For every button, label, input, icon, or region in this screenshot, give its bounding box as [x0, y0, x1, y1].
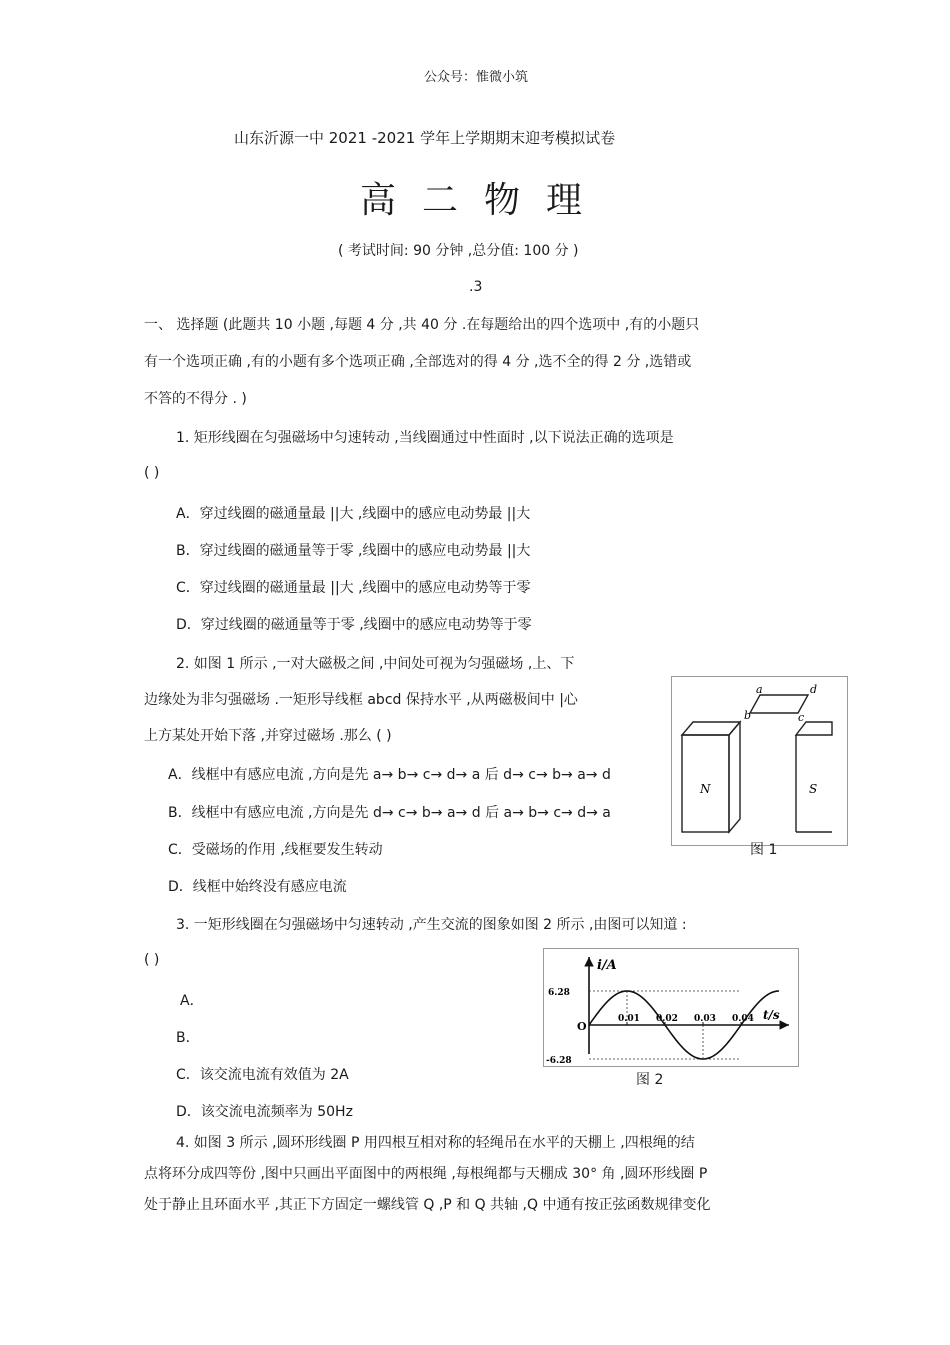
q2-stem-line: 边缘处为非匀强磁场 .一矩形导线框 abcd 保持水平 ,从两磁极间中 |心	[144, 692, 578, 708]
figure-2-chart	[543, 948, 799, 1067]
q3-option-c: C．该交流电流有效值为 2A	[176, 1067, 349, 1083]
q4-stem-line: 点将环分成四等份 ,图中只画出平面图中的两根绳 ,每根绳都与天棚成 30° 角 ,圆环形线圈 P	[144, 1166, 708, 1182]
q2-option-c: C．受磁场的作用 ,线框要发生转动	[168, 842, 383, 858]
label-a: a	[756, 683, 763, 696]
section-intro-line: 有一个选项正确 ,有的小题有多个选项正确 ,全部选对的得 4 分 ,选不全的得 2 分 ,选错或	[144, 354, 692, 370]
origin-label: O	[577, 1020, 587, 1033]
q1-answer-paren: ( )	[144, 465, 160, 481]
x-tick-label: 0.01	[618, 1014, 640, 1024]
q2-option-b: B．线框中有感应电流 ,方向是先 d→ c→ b→ a→ d 后 a→ b→ c→ d→ a	[168, 805, 611, 821]
x-tick-label: 0.04	[732, 1014, 754, 1024]
q4-stem-line: 4. 如图 3 所示 ,圆环形线圈 P 用四根互相对称的轻绳吊在水平的天棚上 ,四根绳的结	[176, 1135, 695, 1151]
section-intro-line: 不答的不得分 . )	[144, 391, 247, 407]
label-s: S	[809, 782, 818, 796]
y-tick-label: 6.28	[548, 988, 570, 998]
source-label: 公众号：惟微小筑	[424, 70, 529, 85]
figure-1-caption: 图 1	[750, 842, 778, 858]
q1-option-b: B．穿过线圈的磁通量等于零 ,线圈中的感应电动势最 ||大	[176, 543, 531, 559]
q2-option-a: A．线框中有感应电流 ,方向是先 a→ b→ c→ d→ a 后 d→ c→ b→ a→ d	[168, 767, 611, 783]
q2-option-d: D．线框中始终没有感应电流	[168, 879, 347, 895]
y-tick-label: -6.28	[546, 1056, 572, 1066]
x-axis-label: t/s	[763, 1008, 780, 1022]
label-c: c	[798, 711, 805, 724]
q1-option-a: A．穿过线圈的磁通量最 ||大 ,线圈中的感应电动势最 ||大	[176, 506, 531, 522]
section-intro-line: 一、 选择题 (此题共 10 小题 ,每题 4 分 ,共 40 分 .在每题给出的四个选项中 ,有的小题只	[144, 317, 700, 333]
q4-stem-line: 处于静止且环面水平 ,其正下方固定一螺线管 Q ,P 和 Q 共轴 ,Q 中通有按正弦函数规律变化	[144, 1197, 711, 1213]
current-time-chart	[544, 949, 798, 1066]
exam-date: .3	[469, 279, 483, 295]
q3-stem: 3. 一矩形线圈在匀强磁场中匀速转动 ,产生交流的图象如图 2 所示 ,由图可以知道 :	[176, 917, 687, 933]
page-title: 高二物理	[360, 180, 609, 221]
x-tick-label: 0.02	[656, 1014, 678, 1024]
magnet-diagram	[672, 677, 847, 845]
label-d: d	[810, 683, 818, 696]
label-n: N	[700, 782, 711, 796]
q2-stem-line: 上方某处开始下落 ,并穿过磁场 .那么 ( )	[144, 728, 392, 744]
q1-option-c: C．穿过线圈的磁通量最 ||大 ,线圈中的感应电动势等于零	[176, 580, 531, 596]
label-b: b	[744, 709, 752, 722]
figure-2-caption: 图 2	[636, 1072, 664, 1088]
exam-info: ( 考试时间: 90 分钟 ,总分值: 100 分 )	[338, 243, 579, 259]
q3-option-d: D．该交流电流频率为 50Hz	[176, 1104, 353, 1120]
q1-stem: 1. 矩形线圈在匀强磁场中匀速转动 ,当线圈通过中性面时 ,以下说法正确的选项是	[176, 430, 674, 446]
x-tick-label: 0.03	[694, 1014, 716, 1024]
q3-answer-paren: ( )	[144, 952, 160, 968]
figure-1-magnets	[671, 676, 848, 846]
q1-option-d: D．穿过线圈的磁通量等于零 ,线圈中的感应电动势等于零	[176, 617, 532, 633]
y-axis-label: i/A	[597, 958, 617, 973]
q3-option-b: B．	[176, 1030, 200, 1046]
q3-option-a: A．	[180, 993, 204, 1009]
school-line: 山东沂源一中 2021 -2021 学年上学期期末迎考模拟试卷	[234, 129, 616, 147]
q2-stem-line: 2. 如图 1 所示 ,一对大磁极之间 ,中间处可视为匀强磁场 ,上、下	[176, 656, 575, 672]
